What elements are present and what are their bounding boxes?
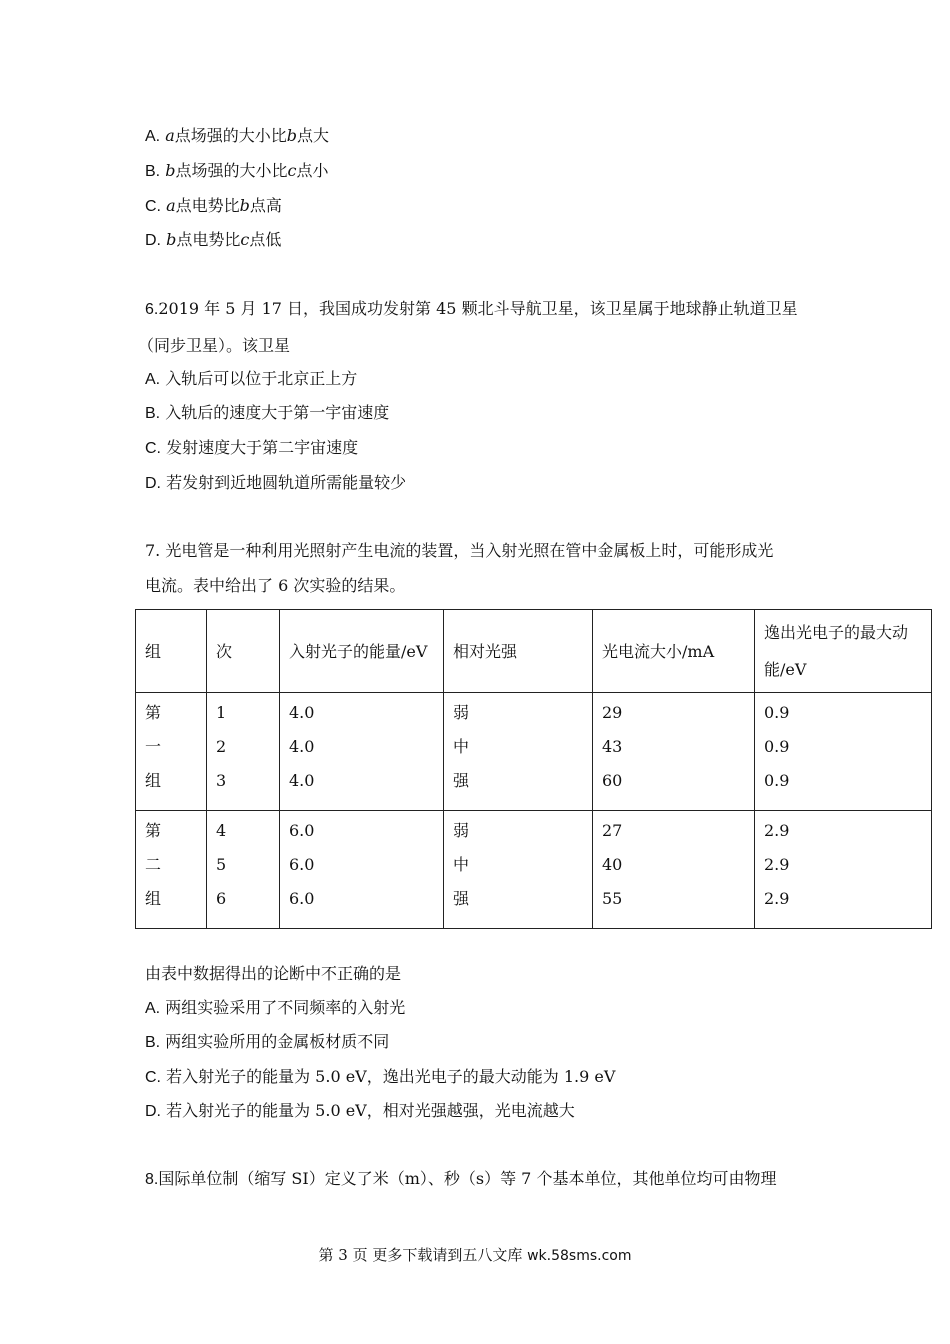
header-intensity: 相对光强 [444,610,593,693]
q7-option-d: D. 若入射光子的能量为 5.0 eV，相对光强越强，光电流越大 [145,1101,575,1120]
max-ke-cell: 2.9 2.9 2.9 [755,811,932,929]
q7-option-a: A. 两组实验采用了不同频率的入射光 [145,998,406,1017]
q5-option-c: C. a点电势比b点高 [145,196,282,215]
q6-stem-line2: （同步卫星）。该卫星 [138,336,291,355]
q7-prompt: 由表中数据得出的论断中不正确的是 [145,964,402,983]
current-cell: 29 43 60 [593,693,755,811]
trial-cell: 1 2 3 [207,693,280,811]
table-row [136,693,932,811]
q6-option-a: A. 入轨后可以位于北京正上方 [145,369,358,388]
current-cell: 27 40 55 [593,811,755,929]
intensity-cell: 弱 中 强 [444,811,593,929]
max-ke-cell: 0.9 0.9 0.9 [755,693,932,811]
q6-stem-line1: 6.2019 年 5 月 17 日，我国成功发射第 45 颗北斗导航卫星，该卫星属于地球静止轨道卫星 [145,299,798,318]
table-row [136,811,932,929]
page-footer: 第 3 页 更多下载请到五八文库 wk.58sms.com [318,1246,632,1264]
energy-cell: 6.0 6.0 6.0 [280,811,444,929]
q6-option-c: C. 发射速度大于第二宇宙速度 [145,438,359,457]
q7-option-c: C. 若入射光子的能量为 5.0 eV，逸出光电子的最大动能为 1.9 eV [145,1067,616,1086]
header-energy: 入射光子的能量/eV [280,610,444,693]
q6-option-d: D. 若发射到近地圆轨道所需能量较少 [145,473,407,492]
trial-cell: 4 5 6 [207,811,280,929]
q5-option-d: D. b点电势比c点低 [145,230,282,249]
table-header-row [136,610,932,693]
intensity-cell: 弱 中 强 [444,693,593,811]
header-trial: 次 [207,610,280,693]
header-current: 光电流大小/mA [593,610,755,693]
q5-option-b: B. b点场强的大小比c点小 [145,161,329,180]
results-table [135,609,932,929]
q6-option-b: B. 入轨后的速度大于第一宇宙速度 [145,403,390,422]
q7-stem-line2: 电流。表中给出了 6 次实验的结果。 [145,576,406,595]
q7-option-b: B. 两组实验所用的金属板材质不同 [145,1032,390,1051]
q8-stem-line1: 8.国际单位制（缩写 SI）定义了米（m）、秒（s）等 7 个基本单位，其他单位均可由物理 [145,1169,777,1188]
q7-stem-line1: 7. 光电管是一种利用光照射产生电流的装置，当入射光照在管中金属板上时，可能形成光 [145,541,774,560]
footer-link[interactable]: wk.58sms.com [527,1248,632,1264]
group-name-cell: 第 二 组 [136,811,207,929]
energy-cell: 4.0 4.0 4.0 [280,693,444,811]
header-max-ke: 逸出光电子的最大动 能/eV [755,610,932,693]
group-name-cell: 第 一 组 [136,693,207,811]
header-group: 组 [136,610,207,693]
q5-option-a: A. a点场强的大小比b点大 [145,126,330,145]
